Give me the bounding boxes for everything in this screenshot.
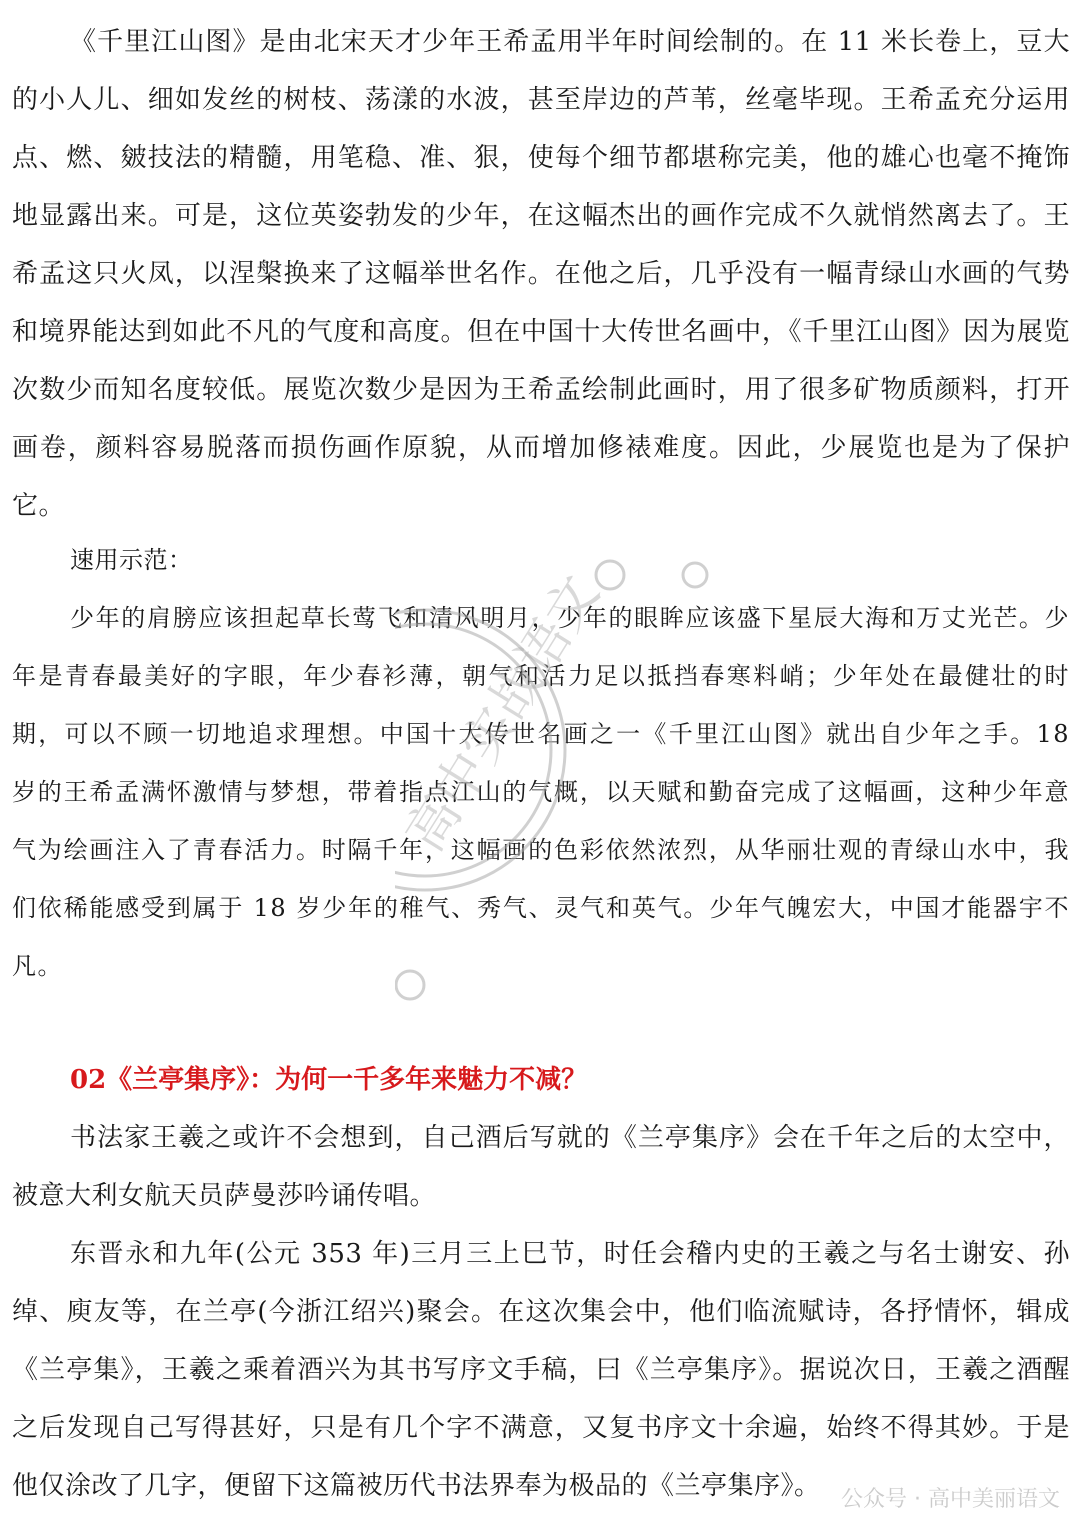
paragraph-usage-example: 少年的肩膀应该担起草长莺飞和清风明月，少年的眼眸应该盛下星辰大海和万丈光芒。少年是青春最美好的字眼，年少春衫薄，朝气和活力足以抵挡春寒料峭；少年处在最健壮的时期，可以不顾一切地追求理想。中国十大传世名画之一《千里江山图》就出自少年之手。18 岁的王希孟满怀激情与梦想，带着指点江山的气概，以天赋和勤奋完成了这幅画，这种少年意气为绘画注入了青春活力。时隔千年，这幅画的色彩依然浓烈，从华丽壮观的青绿山水中，我们依稀能感受到属于 18 岁少年的稚气、秀气、灵气和英气。少年气魄宏大，中国才能器宇不凡。 [12,604,1070,980]
section-heading-lanting: 02《兰亭集序》：为何一千多年来魅力不减？ [70,1065,588,1095]
watermark-stamp-text: 高中实战语文 [395,565,612,862]
paragraph-qianli-jiangshan-intro: 《千里江山图》是由北宋天才少年王希孟用半年时间绘制的。在 11 米长卷上，豆大的小人儿、细如发丝的树枝、荡漾的水波，甚至岸边的芦苇，丝毫毕现。王希孟充分运用点、燃、皴技法的精髓，用笔稳、准、狠，使每个细节都堪称完美，他的雄心也毫不掩饰地显露出来。可是，这位英姿勃发的少年，在这幅杰出的画作完成不久就悄然离去了。王希孟这只火凤，以涅槃换来了这幅举世名作。在他之后，几乎没有一幅青绿山水画的气势和境界能达到如此不凡的气度和高度。但在中国十大传世名画中，《千里江山图》因为展览次数少而知名度较低。展览次数少是因为王希孟绘制此画时，用了很多矿物质颜料，打开画卷，颜料容易脱落而损伤画作原貌，从而增加修裱难度。因此，少展览也是为了保护它。 [12,27,1070,521]
paragraph-lanting-history: 东晋永和九年(公元 353 年)三月三上巳节，时任会稽内史的王羲之与名士谢安、孙绰、庾友等，在兰亭(今浙江绍兴)聚会。在这次集会中，他们临流赋诗，各抒情怀，辑成《兰亭集》，王羲之乘着酒兴为其书写序文手稿，曰《兰亭集序》。据说次日，王羲之酒醒之后发现自己写得甚好，只是有几个字不满意，又复书序文十余遍，始终不得其妙。于是他仅涂改了几字，便留下这篇被历代书法界奉为极品的《兰亭集序》。 [12,1239,1070,1501]
footer-watermark: 公众号 · 高中美丽语文 [841,1487,1060,1512]
paragraph-lanting-space: 书法家王羲之或许不会想到，自己酒后写就的《兰亭集序》会在千年之后的太空中，被意大利女航天员萨曼莎吟诵传唱。 [12,1123,1070,1211]
usage-example-label: 速用示范： [70,546,193,574]
